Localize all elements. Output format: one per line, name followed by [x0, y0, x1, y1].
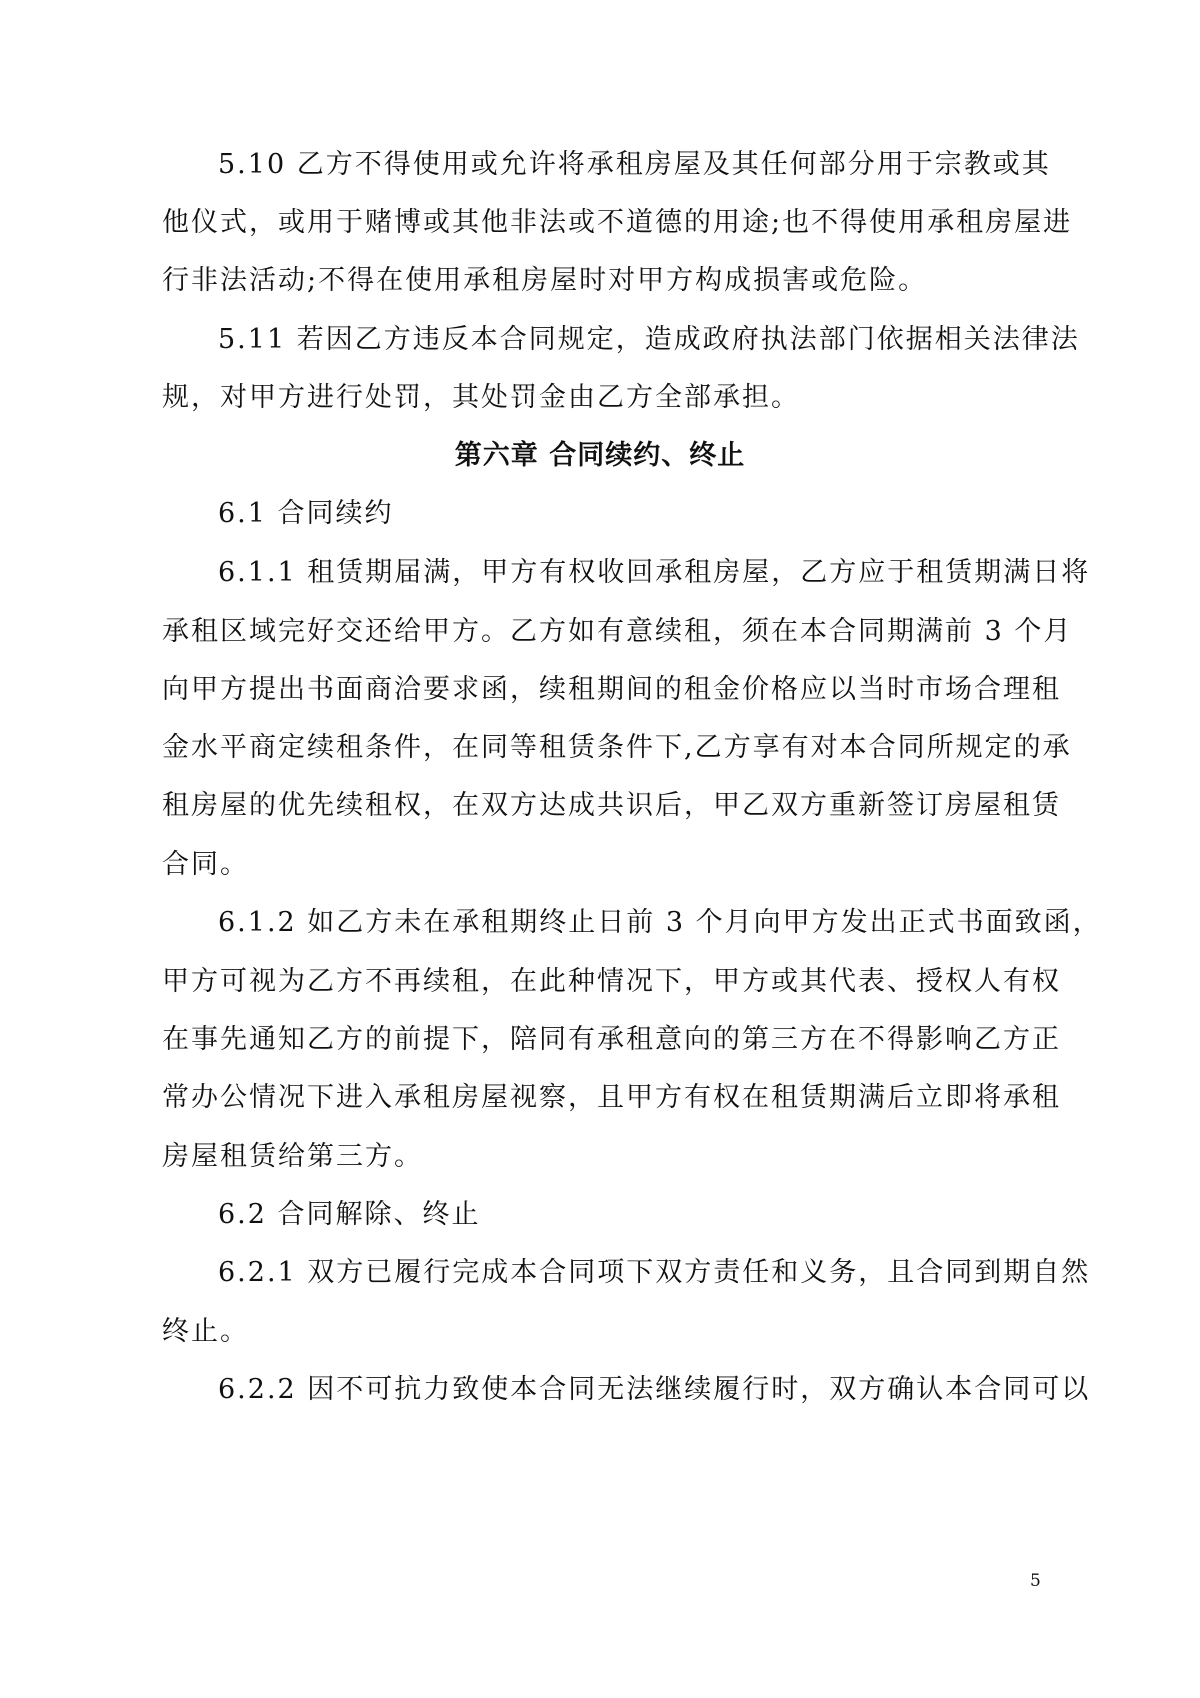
- clause-6-1-2-line-2: 甲方可视为乙方不再续租，在此种情况下，甲方或其代表、授权人有权: [162, 966, 1061, 997]
- clause-6-1-1-line-1: 6.1.1 租赁期届满，甲方有权收回承租房屋，乙方应于租赁期满日将: [218, 557, 1091, 588]
- clause-6-1-1-line-2: 承租区域完好交还给甲方。乙方如有意续租，须在本合同期满前 3 个月: [162, 616, 1073, 647]
- clause-6-2-1-line-1: 6.2.1 双方已履行完成本合同项下双方责任和义务，且合同到期自然: [218, 1257, 1091, 1288]
- clause-6-1-2-line-3: 在事先通知乙方的前提下，陪同有承租意向的第三方在不得影响乙方正: [162, 1024, 1061, 1055]
- chapter-6-heading: 第六章 合同续约、终止: [454, 440, 746, 471]
- clause-6-1-2-line-5: 房屋租赁给第三方。: [162, 1141, 423, 1172]
- clause-5-11-line-1: 5.11 若因乙方违反本合同规定，造成政府执法部门依据相关法律法: [218, 324, 1080, 355]
- clause-5-10-line-3: 行非法活动;不得在使用承租房屋时对甲方构成损害或危险。: [162, 265, 928, 296]
- clause-5-10-line-1: 5.10 乙方不得使用或允许将承租房屋及其任何部分用于宗教或其: [218, 149, 1051, 180]
- clause-6-2-1-line-2: 终止。: [162, 1316, 249, 1347]
- clause-5-11-line-2: 规，对甲方进行处罚，其处罚金由乙方全部承担。: [162, 382, 800, 413]
- clause-6-1-2-line-1: 6.1.2 如乙方未在承租期终止日前 3 个月向甲方发出正式书面致函，: [218, 907, 1102, 938]
- clause-6-1-1-line-4: 金水平商定续租条件，在同等租赁条件下,乙方享有对本合同所规定的承: [162, 732, 1072, 763]
- clause-6-1-title: 6.1 合同续约: [218, 498, 394, 529]
- clause-5-10-line-2: 他仪式，或用于赌博或其他非法或不道德的用途;也不得使用承租房屋进: [162, 207, 1073, 238]
- clause-6-1-1-line-5: 租房屋的优先续租权，在双方达成共识后，甲乙双方重新签订房屋租赁: [162, 790, 1061, 821]
- clause-6-1-1-line-3: 向甲方提出书面商洽要求函，续租期间的租金价格应以当时市场合理租: [162, 674, 1061, 705]
- clause-6-2-title: 6.2 合同解除、终止: [218, 1199, 481, 1230]
- clause-6-1-2-line-4: 常办公情况下进入承租房屋视察，且甲方有权在租赁期满后立即将承租: [162, 1082, 1061, 1113]
- page-number: 5: [1030, 1571, 1041, 1591]
- clause-6-2-2-line-1: 6.2.2 因不可抗力致使本合同无法继续履行时，双方确认本合同可以: [218, 1374, 1091, 1405]
- clause-6-1-1-line-6: 合同。: [162, 849, 249, 880]
